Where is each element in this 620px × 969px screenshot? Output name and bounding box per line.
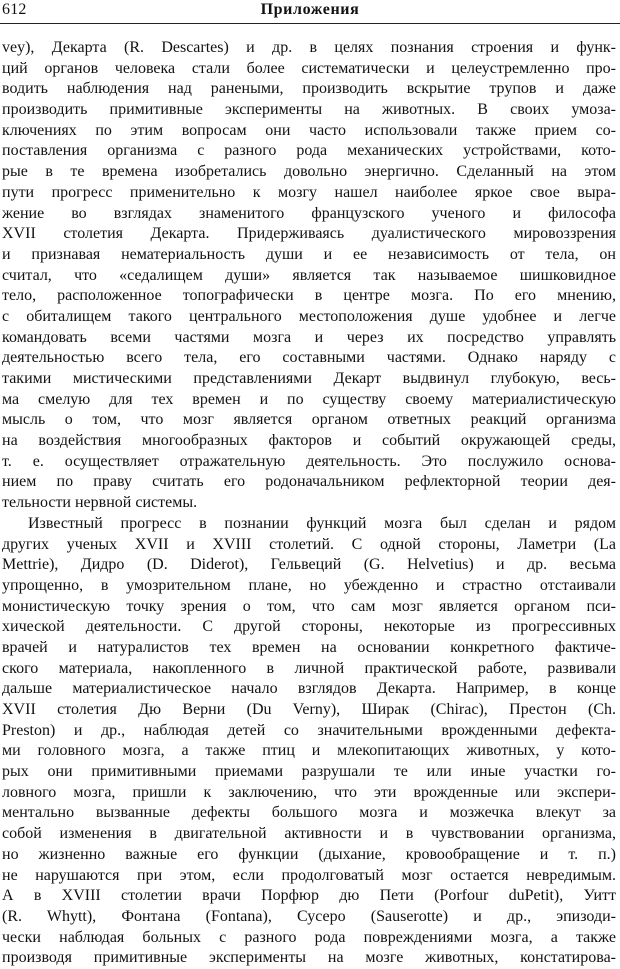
text-line: собой изменения в двигательной активности и в чувствовании организма, [2, 825, 616, 843]
text-line: производя примитивные эксперименты на мозге животных, констатирова- [2, 949, 616, 967]
text-line: мысль о том, что мозг является органом ответных реакций организма [2, 411, 616, 429]
text-line: считал, что «седалищем души» является так называемое шишковидное [2, 266, 616, 284]
header-rule [0, 23, 620, 24]
text-line: А в XVIII столетии врачи Порфюр дю Пети (Porfour duPetit), Уитт [2, 887, 616, 905]
text-line: пути прогресс применительно к мозгу нашел наиболее яркое свое выра- [2, 183, 616, 201]
text-line: чески наблюдая больных с разного рода повреждениями мозга, а также [2, 928, 616, 946]
text-line: с обиталищем такого центрального местоположения душе удобнее и легче [2, 307, 616, 325]
text-line: рых они примитивными приемами разрушали те или иные участки го- [2, 763, 616, 781]
text-line: производить примитивные эксперименты на животных. В своих умоза- [2, 101, 616, 119]
text-line: ключениях по этим вопросам они часто использовали также прием со- [2, 121, 616, 139]
text-line: ловного мозга, пришли к заключению, что эти врожденные или экспери- [2, 783, 616, 801]
text-line: других ученых XVII и XVIII столетий. С одной стороны, Ламетри (La [2, 535, 616, 553]
text-line: упрощенно, в умозрительном плане, но убежденно и страстно отстаивали [2, 576, 616, 594]
text-line: командовать всеми частями мозга и через их посредство управлять [2, 328, 616, 346]
paragraph [2, 38, 616, 514]
text-line: такими мистическими представлениями Декарт выдвинул глубокую, весь- [2, 370, 616, 387]
text-line: ций органов человека стали более систематически и целеустремленно про- [2, 59, 616, 77]
text-line: рые в те времена изобретались довольно энергично. Сделанный на этом [2, 163, 616, 181]
text-line: Preston) и др., наблюдая детей со значительными врожденными дефекта- [2, 721, 616, 739]
text-line: на воздействия многообразных факторов и событий окружающей среды, [2, 432, 616, 450]
text-line: поставления организма с разного рода механических устройствами, кото- [2, 142, 616, 160]
paragraph [2, 514, 616, 969]
text-line: и признавая нематериальность души и ее независимость от тела, он [2, 245, 616, 263]
text-line: Известный прогресс в познании функций мозга был сделан и рядом [28, 514, 616, 532]
text-line: ского материала, накопленного в личной практической работе, развивали [2, 659, 616, 677]
text-line: Mettrie), Дидро (D. Diderot), Гельвеций (G. Helvetius) и др. весьма [2, 556, 616, 574]
text-line: (R. Whytt), Фонтана (Fontana), Сусеро (Sauserotte) и др., эпизоди- [2, 907, 616, 925]
text-line: хической деятельности. С другой стороны, некоторые из прогрессивных [2, 618, 616, 636]
text-line: водить наблюдения над ранеными, производить вскрытие трупов и даже [2, 80, 616, 98]
text-line: врачей и натуралистов тех времен на основании конкретного фактиче- [2, 638, 616, 656]
section-title: Приложения [260, 1, 360, 18]
text-line: ментально вызванные дефекты большого мозга и мозжечка влекут за [2, 804, 616, 822]
text-line: но жизненно важные его функции (дыхание, кровообращение и т. п.) [2, 845, 616, 863]
text-line: нием по праву считать его родоначальником рефлекторной теории дея- [2, 473, 616, 491]
text-line: тельности нервной системы. [2, 494, 198, 512]
page-number: 612 [2, 1, 27, 18]
text-line: не нарушаются при этом, если продолговатый мозг остается невредимым. [2, 866, 616, 884]
text-line: XVII столетия Дю Верни (Du Verny), Ширак (Chirac), Престон (Ch. [2, 701, 616, 718]
text-line: жение во взглядах знаменитого французского ученого и философа [2, 204, 616, 222]
text-line: XVII столетия Декарта. Придерживаясь дуалистического мировоззрения [2, 225, 616, 243]
text-line: ми головного мозга, а также птиц и млекопитающих животных, у кото- [2, 742, 616, 760]
text-line: дальше материалистическое начало взглядов Декарта. Например, в конце [2, 680, 616, 698]
text-line: тело, расположенное топографически в центре мозга. По его мнению, [2, 287, 616, 305]
text-line: vey), Декарта (R. Descartes) и др. в целях познания строения и функ- [2, 39, 616, 56]
text-line: т. е. осуществляет отражательную деятельность. Это послужило основа- [2, 452, 616, 470]
text-line: монистическую точку зрения о том, что сам мозг является органом пси- [2, 597, 616, 615]
body-text [2, 38, 616, 969]
text-line: деятельностью всего тела, его составными частями. Однако наряду с [2, 349, 616, 367]
running-head [0, 0, 620, 22]
text-line: ма смелую для тех времен и по существу своему материалистическую [2, 390, 616, 408]
